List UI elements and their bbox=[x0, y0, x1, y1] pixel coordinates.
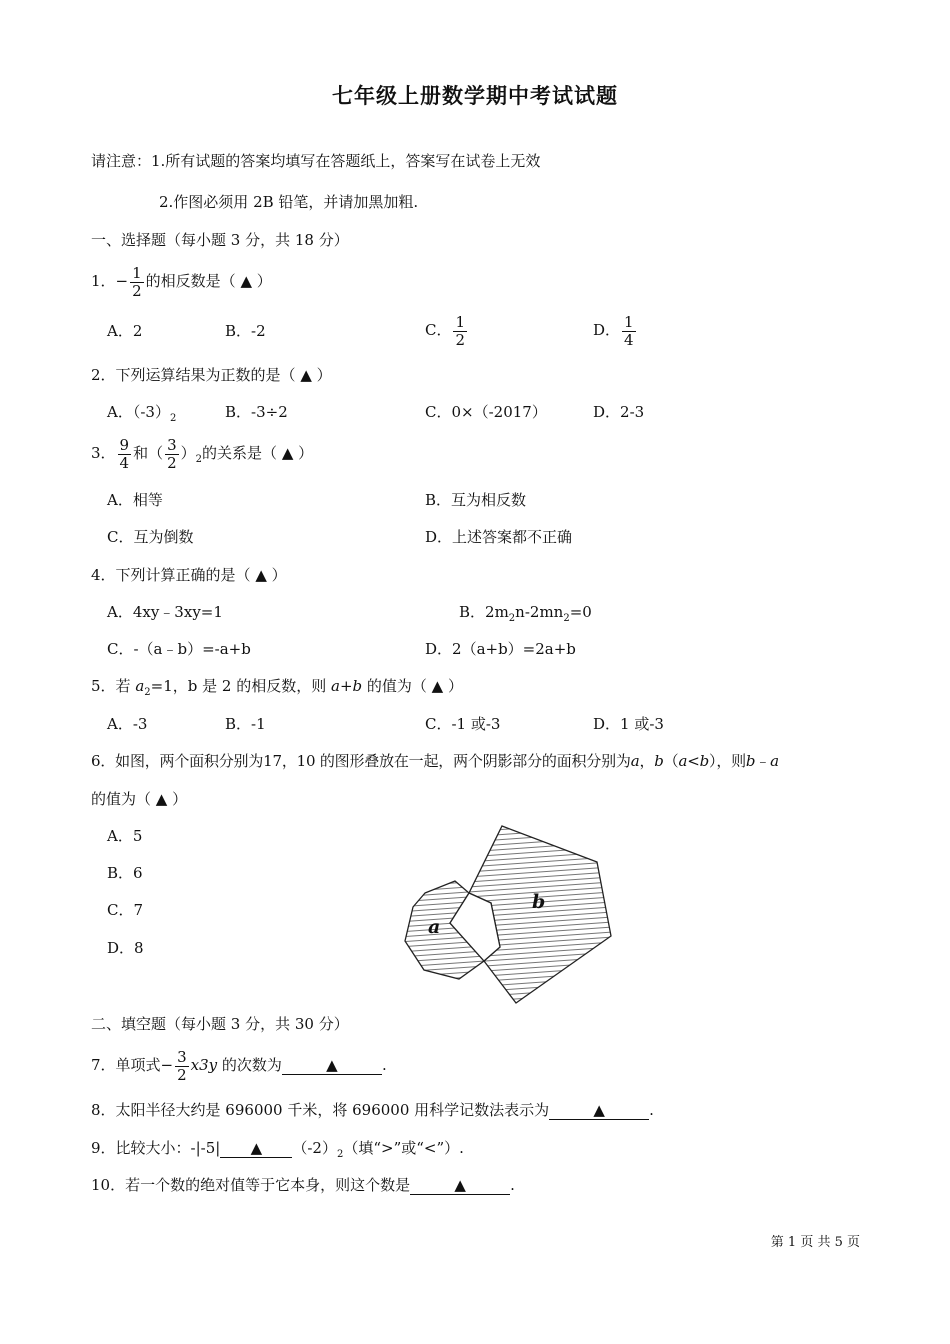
variable-a: a bbox=[630, 752, 640, 770]
question-10-stem bbox=[91, 1175, 515, 1195]
denominator: 2 bbox=[177, 1065, 187, 1084]
answer-blank[interactable]: ▲ bbox=[549, 1102, 649, 1120]
q6-option-b: B．6 bbox=[107, 864, 143, 882]
question-3-stem bbox=[91, 434, 313, 479]
question-6-stem-line-1 bbox=[91, 751, 779, 771]
question-6-stem-line-2: 的值为（ ▲ ） bbox=[91, 790, 188, 808]
q3-option-a: A．相等 bbox=[107, 491, 163, 509]
variable-a: a bbox=[330, 677, 340, 695]
question-2-stem: 2．下列运算结果为正数的是（ ▲ ） bbox=[91, 366, 332, 384]
option-label: D． bbox=[593, 321, 621, 339]
exponent: 2 bbox=[336, 1149, 344, 1160]
monomial-expression: x3y bbox=[190, 1056, 218, 1074]
period: . bbox=[649, 1101, 654, 1119]
option-text: A．（-3） bbox=[107, 403, 170, 421]
denominator: 2 bbox=[455, 330, 466, 349]
question-text: （-2） bbox=[292, 1139, 337, 1157]
numerator: 3 bbox=[167, 435, 177, 454]
question-text: （填“>”或“<”）. bbox=[343, 1139, 464, 1157]
q4-option-b bbox=[459, 602, 592, 629]
question-4-stem: 4．下列计算正确的是（ ▲ ） bbox=[91, 566, 287, 584]
denominator: 2 bbox=[167, 453, 177, 472]
connector-text: 和（ bbox=[133, 444, 164, 462]
q6-option-a: A．5 bbox=[107, 827, 143, 845]
fraction bbox=[118, 437, 132, 472]
fraction bbox=[453, 314, 467, 349]
exponent: 2 bbox=[144, 687, 151, 698]
answer-blank[interactable]: ▲ bbox=[410, 1177, 510, 1195]
q4-option-d: D．2（a+b）=2a+b bbox=[425, 640, 576, 658]
question-text: 8．太阳半径大约是 696000 千米，将 696000 用科学记数法表示为 bbox=[91, 1101, 550, 1119]
question-text: =1，b 是 2 的相反数，则 bbox=[150, 677, 331, 695]
region-label-a: a bbox=[428, 916, 441, 938]
numerator: 9 bbox=[119, 435, 130, 454]
notice-line-2: 2.作图必须用 2B 铅笔，并请加黑加粗. bbox=[159, 193, 419, 211]
close-paren: ） bbox=[180, 444, 196, 462]
q1-option-b: B．-2 bbox=[225, 322, 266, 340]
overlap-figure bbox=[395, 820, 625, 1010]
question-8-stem bbox=[91, 1100, 654, 1120]
paren: （ bbox=[663, 752, 679, 770]
notice-line-1: 请注意：1.所有试题的答案均填写在答题纸上，答案写在试卷上无效 bbox=[91, 152, 541, 170]
page-title: 七年级上册数学期中考试试题 bbox=[332, 83, 618, 108]
fraction bbox=[622, 314, 636, 349]
question-text: 9．比较大小：-|-5| bbox=[91, 1139, 221, 1157]
question-9-stem bbox=[91, 1138, 464, 1165]
q2-option-d: D．2-3 bbox=[593, 403, 645, 421]
variable-a: a bbox=[135, 677, 145, 695]
q3-option-b: B．互为相反数 bbox=[425, 491, 527, 509]
question-1-stem bbox=[91, 262, 272, 300]
question-text: 的次数为 bbox=[217, 1056, 282, 1074]
option-text: B．2m bbox=[459, 603, 509, 621]
denominator: 2 bbox=[132, 281, 142, 300]
variable-a: a bbox=[770, 752, 779, 770]
minus-sign: − bbox=[115, 272, 129, 290]
exponent: 2 bbox=[169, 413, 177, 424]
page-footer: 第 1 页 共 5 页 bbox=[770, 1235, 860, 1250]
q2-option-c: C．0×（-2017） bbox=[425, 403, 547, 421]
question-text: 10．若一个数的绝对值等于它本身，则这个数是 bbox=[91, 1176, 411, 1194]
question-text: 的值为（ ▲ ） bbox=[362, 677, 463, 695]
comma: ， bbox=[639, 752, 655, 770]
exponent: 2 bbox=[563, 613, 570, 624]
q6-option-d: D．8 bbox=[107, 939, 144, 957]
q5-option-c: C．-1 或-3 bbox=[425, 715, 501, 733]
numerator: 1 bbox=[455, 312, 466, 331]
minus-sign: − bbox=[160, 1056, 174, 1074]
q3-option-c: C．互为倒数 bbox=[107, 528, 194, 546]
minus-sign: ﹣ bbox=[755, 752, 771, 770]
denominator: 4 bbox=[624, 330, 634, 349]
option-text: n-2mn bbox=[515, 603, 564, 621]
question-5-stem bbox=[91, 676, 463, 703]
question-text: 的相反数是（ ▲ ） bbox=[145, 272, 272, 290]
paren: ），则 bbox=[709, 752, 746, 770]
variable-b: b bbox=[654, 752, 664, 770]
q4-option-c: C．-（a﹣b）=-a+b bbox=[107, 640, 251, 658]
numerator: 3 bbox=[177, 1047, 187, 1066]
q4-option-a: A．4xy﹣3xy=1 bbox=[107, 603, 223, 621]
question-text: 7．单项式 bbox=[91, 1056, 161, 1074]
q1-option-a: A．2 bbox=[107, 322, 143, 340]
q5-option-b: B．-1 bbox=[225, 715, 266, 733]
question-number: 1． bbox=[91, 272, 116, 290]
question-text: 5．若 bbox=[91, 677, 136, 695]
question-7-stem bbox=[91, 1046, 387, 1084]
variable-b: b bbox=[745, 752, 756, 770]
fraction bbox=[165, 437, 179, 472]
question-text: 的关系是（ ▲ ） bbox=[202, 444, 314, 462]
section-1-heading: 一、选择题（每小题 3 分，共 18 分） bbox=[91, 231, 349, 249]
exponent: 2 bbox=[195, 454, 203, 465]
less-than: < bbox=[687, 752, 700, 770]
period: . bbox=[381, 1056, 387, 1074]
region-label-b: b bbox=[532, 891, 546, 913]
q3-option-d: D．上述答案都不正确 bbox=[425, 528, 573, 546]
option-label: C． bbox=[425, 321, 452, 339]
denominator: 4 bbox=[119, 453, 130, 472]
q2-option-b: B．-3÷2 bbox=[225, 403, 288, 421]
answer-blank[interactable]: ▲ bbox=[282, 1057, 382, 1075]
period: . bbox=[510, 1176, 515, 1194]
numerator: 1 bbox=[624, 312, 634, 331]
option-text: =0 bbox=[569, 603, 592, 621]
numerator: 1 bbox=[132, 263, 142, 282]
q2-option-a bbox=[107, 402, 176, 429]
exponent: 2 bbox=[508, 613, 516, 624]
plus-sign: + bbox=[339, 677, 353, 695]
q5-option-d: D．1 或-3 bbox=[593, 715, 664, 733]
answer-blank[interactable]: ▲ bbox=[220, 1140, 292, 1158]
fraction bbox=[175, 1049, 189, 1084]
q1-option-c bbox=[425, 311, 469, 349]
section-2-heading: 二、填空题（每小题 3 分，共 30 分） bbox=[91, 1015, 349, 1033]
fraction bbox=[130, 265, 144, 300]
question-number: 3． bbox=[91, 444, 116, 462]
q5-option-a: A．-3 bbox=[107, 715, 148, 733]
variable-b: b bbox=[699, 752, 710, 770]
question-text: 6．如图，两个面积分别为17，10 的图形叠放在一起，两个阴影部分的面积分别为 bbox=[91, 752, 631, 770]
variable-a: a bbox=[678, 752, 688, 770]
q6-option-c: C．7 bbox=[107, 901, 144, 919]
q1-option-d bbox=[593, 311, 638, 349]
variable-b: b bbox=[352, 677, 363, 695]
